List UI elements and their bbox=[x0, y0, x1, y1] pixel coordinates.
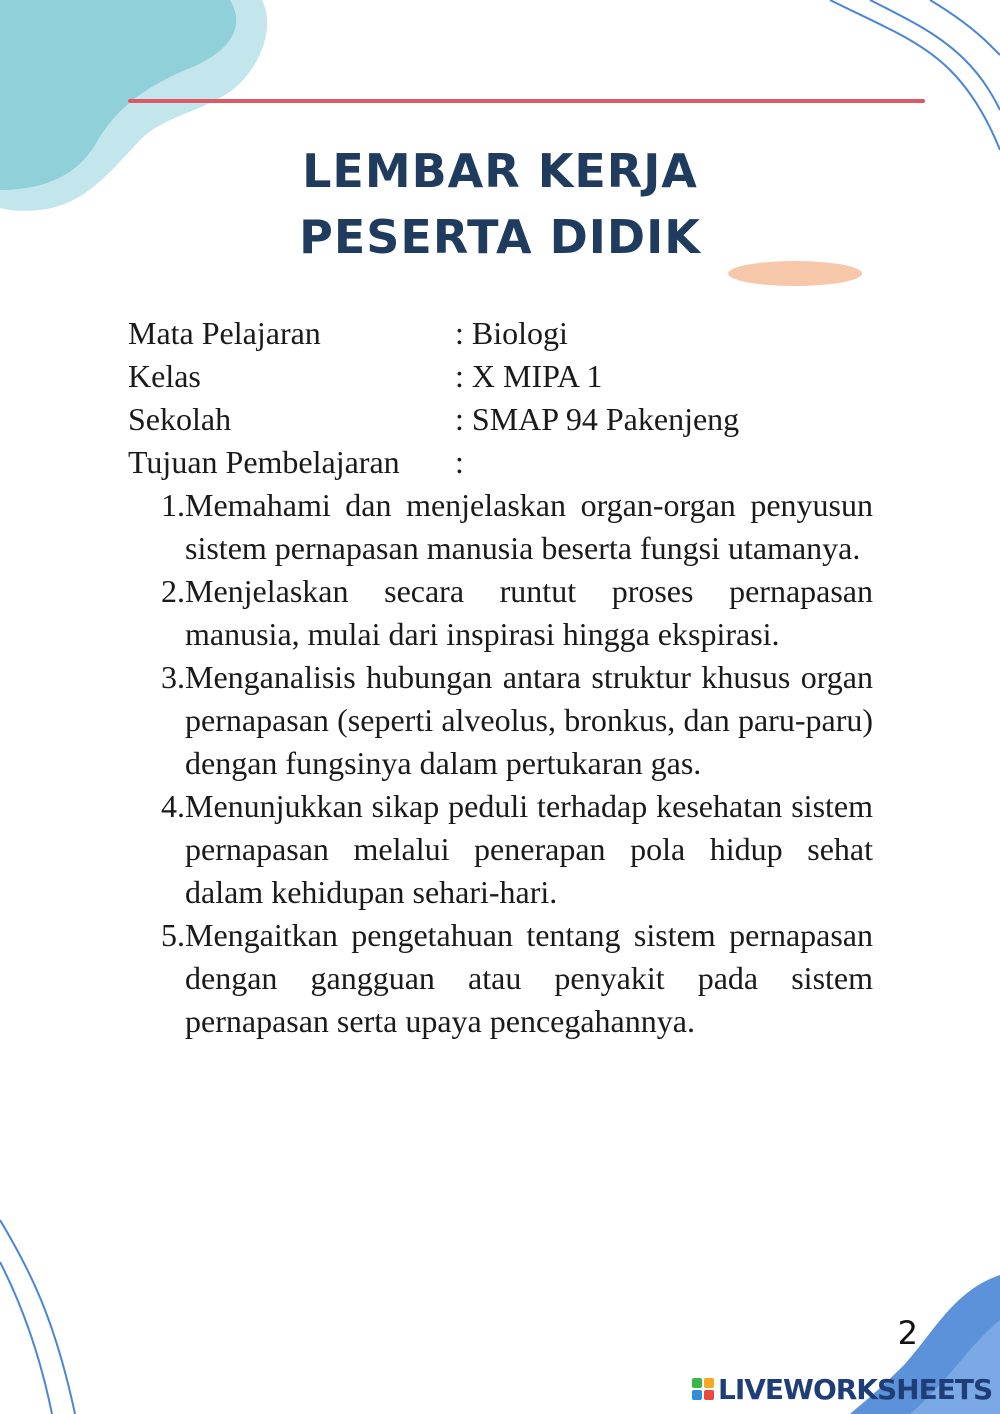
liveworksheets-logo-icon bbox=[692, 1378, 714, 1400]
info-row-objectives bbox=[128, 441, 873, 484]
info-row-subject bbox=[128, 312, 873, 355]
info-label: Kelas bbox=[128, 358, 201, 394]
info-value: : SMAP 94 Pakenjeng bbox=[455, 401, 740, 437]
objective-number: 3. bbox=[161, 659, 185, 695]
brand-text: LIVEWORKSHEETS bbox=[718, 1372, 993, 1406]
top-divider bbox=[128, 99, 925, 103]
info-label: Mata Pelajaran bbox=[128, 315, 321, 351]
info-row-class bbox=[128, 355, 873, 398]
page-title: LEMBAR KERJA PESERTA DIDIK bbox=[299, 144, 701, 264]
decorative-oval bbox=[728, 261, 862, 286]
info-row-school bbox=[128, 398, 873, 441]
liveworksheets-brand[interactable] bbox=[692, 1372, 992, 1406]
objective-text: Menunjukkan sikap peduli terhadap kesehatan sistem pernapasan melalui penerapan pola hidup sehat dalam kehidupan sehari-hari. bbox=[185, 788, 873, 910]
bottom-left-wave bbox=[0, 1220, 75, 1414]
objective-number: 2. bbox=[161, 573, 185, 609]
info-value: : Biologi bbox=[455, 315, 568, 351]
top-right-wave bbox=[870, 0, 1000, 110]
top-right-wave bbox=[930, 0, 1000, 55]
objectives-list bbox=[128, 484, 873, 1043]
info-label: Tujuan Pembelajaran bbox=[128, 444, 400, 480]
objective-number: 1. bbox=[161, 487, 185, 523]
objective-text: Menjelaskan secara runtut proses pernapasan manusia, mulai dari inspirasi hingga ekspirasi. bbox=[185, 573, 873, 652]
objective-item bbox=[128, 914, 873, 1043]
objective-item bbox=[128, 785, 873, 914]
info-value: : X MIPA 1 bbox=[455, 358, 603, 394]
info-label: Sekolah bbox=[128, 401, 232, 437]
objective-item bbox=[128, 570, 873, 656]
page-number: 2 bbox=[897, 1314, 918, 1352]
objective-text: Menganalisis hubungan antara struktur khusus organ pernapasan (seperti alveolus, bronkus, dan paru-paru) dengan fungsinya dalam pertukaran gas. bbox=[185, 659, 873, 781]
bottom-left-wave bbox=[0, 1262, 52, 1414]
objective-text: Mengaitkan pengetahuan tentang sistem pernapasan dengan gangguan atau penyakit pada sistem pernapasan serta upaya pencegahannya. bbox=[185, 917, 873, 1039]
objective-item bbox=[128, 656, 873, 785]
info-value: : bbox=[455, 444, 464, 480]
info-table bbox=[128, 312, 873, 484]
objective-number: 5. bbox=[161, 917, 185, 953]
objective-number: 4. bbox=[161, 788, 185, 824]
objective-text: Memahami dan menjelaskan organ-organ penyusun sistem pernapasan manusia beserta fungsi utamanya. bbox=[185, 487, 873, 566]
objective-item bbox=[128, 484, 873, 570]
